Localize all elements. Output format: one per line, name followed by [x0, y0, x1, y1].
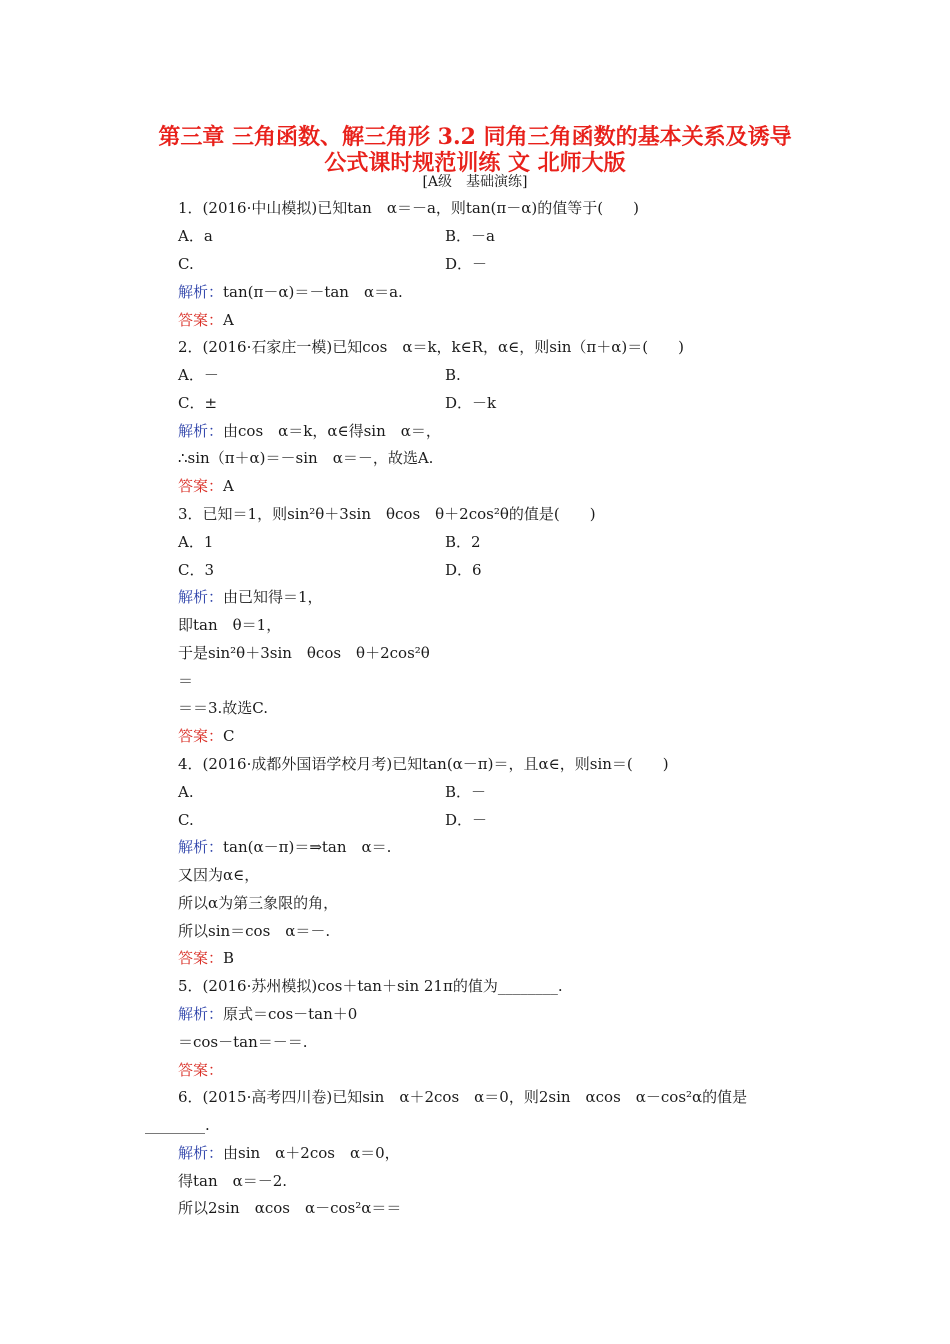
q2-option-b: B. [445, 366, 461, 384]
q6-blank: ________. [145, 1116, 210, 1134]
q3-option-b: B．2 [445, 533, 481, 551]
q1-stem: 1．(2016·中山模拟)已知tan α＝－a，则tan(π－α)的值等于( ) [178, 199, 639, 217]
q5-analysis-text: 原式＝cos－tan＋0 [223, 1005, 358, 1023]
q2-option-d: D．－k [445, 394, 497, 412]
analysis-label: 解析： [178, 588, 224, 606]
q4-answer [178, 948, 234, 968]
q3-stem: 3．已知＝1，则sin²θ＋3sin θcos θ＋2cos²θ的值是( ) [178, 505, 596, 523]
q2-stem: 2．(2016·石家庄一模)已知cos α＝k，k∈R，α∈，则sin（π＋α)＝( ) [178, 338, 684, 356]
q2-answer [178, 476, 234, 496]
q6-analysis-text: 由sin α＋2cos α＝0， [223, 1144, 400, 1162]
answer-label: 答案： [178, 727, 224, 745]
q6-analysis-line-3: 所以2sin αcos α－cos²α＝＝ [178, 1199, 402, 1217]
q2-answer-text: A [223, 477, 234, 495]
q1-answer-text: A [223, 311, 234, 329]
answer-label: 答案： [178, 311, 224, 329]
q3-answer [178, 726, 235, 746]
answer-label: 答案： [178, 1061, 224, 1079]
q2-analysis [178, 421, 441, 441]
analysis-label: 解析： [178, 1144, 224, 1162]
q3-analysis-line-2: 即tan θ＝1， [178, 616, 282, 634]
q4-analysis-line-4: 所以sin＝cos α＝－. [178, 922, 331, 940]
q5-analysis-line-2: ＝cos－tan＝－＝. [178, 1033, 308, 1051]
q5-analysis [178, 1004, 357, 1024]
page-title-line-1: 第三章 三角函数、解三角形 3.2 同角三角函数的基本关系及诱导 [158, 124, 792, 150]
q1-answer [178, 310, 234, 330]
q4-option-a: A. [178, 783, 194, 801]
q4-answer-text: B [223, 949, 235, 967]
level-heading: [A级 基础演练] [422, 174, 528, 190]
q4-option-c: C. [178, 811, 194, 829]
q6-stem: 6．(2015·高考四川卷)已知sin α＋2cos α＝0，则2sin αcos α－cos²α的值是 [178, 1088, 748, 1106]
q4-analysis-line-2: 又因为α∈， [178, 866, 260, 884]
q3-analysis-line-5: ＝＝3.故选C. [178, 699, 269, 717]
analysis-label: 解析： [178, 1005, 224, 1023]
analysis-label: 解析： [178, 283, 224, 301]
q1-option-d: D．－ [445, 255, 488, 273]
q4-stem: 4．(2016·成都外国语学校月考)已知tan(α－π)＝，且α∈，则sin＝( ) [178, 755, 669, 773]
q1-option-a: A．a [178, 227, 213, 245]
q3-analysis-line-4: ＝ [178, 672, 194, 690]
q5-answer [178, 1060, 223, 1080]
q4-analysis-line-3: 所以α为第三象限的角， [178, 894, 339, 912]
q6-analysis-line-2: 得tan α＝－2. [178, 1172, 288, 1190]
q3-option-d: D．6 [445, 561, 482, 579]
q1-option-b: B．－a [445, 227, 495, 245]
q4-analysis-text: tan(α－π)＝⇒tan α＝. [223, 838, 392, 856]
q2-option-c: C．± [178, 394, 218, 412]
q3-option-c: C．3 [178, 561, 215, 579]
q3-answer-text: C [223, 727, 235, 745]
q2-analysis-text: 由cos α＝k，α∈得sin α＝， [223, 422, 441, 440]
q2-analysis-line-2: ∴sin（π＋α)＝－sin α＝－，故选A. [178, 449, 434, 467]
q4-analysis [178, 837, 391, 857]
q4-option-b: B．－ [445, 783, 487, 801]
answer-label: 答案： [178, 477, 224, 495]
q4-option-d: D．－ [445, 811, 488, 829]
analysis-label: 解析： [178, 422, 224, 440]
q2-option-a: A．－ [178, 366, 219, 384]
answer-label: 答案： [178, 949, 224, 967]
q6-analysis [178, 1143, 400, 1163]
q5-stem: 5．(2016·苏州模拟)cos＋tan＋sin 21π的值为________. [178, 977, 563, 995]
q1-option-c: C. [178, 255, 194, 273]
q1-analysis-text: tan(π－α)＝－tan α＝a. [223, 283, 403, 301]
q3-option-a: A．1 [178, 533, 214, 551]
q1-analysis [178, 282, 403, 302]
q3-analysis [178, 587, 323, 607]
q3-analysis-text: 由已知得＝1， [223, 588, 323, 606]
analysis-label: 解析： [178, 838, 224, 856]
q3-analysis-line-3: 于是sin²θ＋3sin θcos θ＋2cos²θ [178, 644, 430, 662]
page-title-line-2: 公式课时规范训练 文 北师大版 [324, 150, 626, 176]
